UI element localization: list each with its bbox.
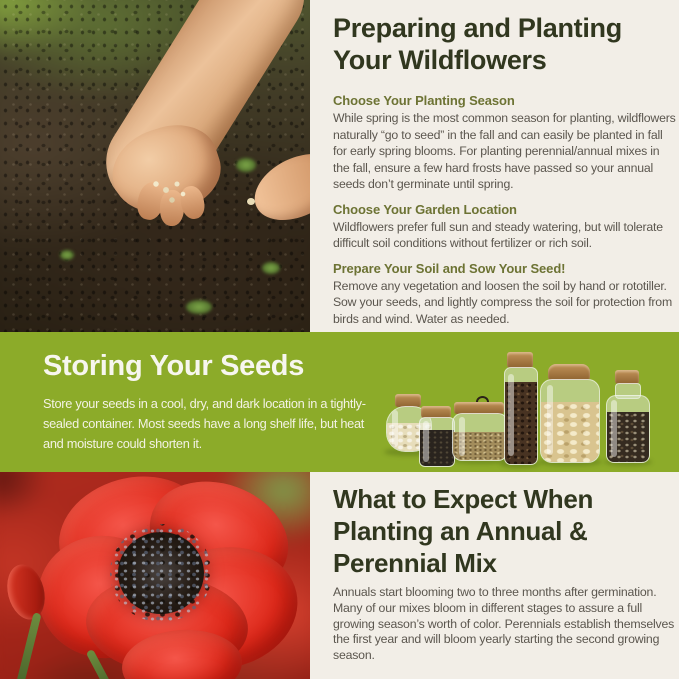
section-heading: Choose Your Garden Location [333, 201, 517, 217]
dropping-seed [247, 198, 255, 205]
cork-lid [548, 364, 590, 380]
preparing-planting-title: Preparing and Planting Your Wildflowers [333, 13, 622, 75]
storing-seeds-band [0, 332, 679, 472]
seed-jar-pumpkin [540, 364, 598, 462]
seedling-sprout [236, 158, 256, 172]
section-body: Remove any vegetation and loosen the soil by hand or rototiller. Sow your seeds, and lightly compress the soil for protection from birds and wind. Water as needed. [333, 278, 672, 326]
section-garden-location [333, 202, 678, 252]
section-heading: Choose Your Planting Season [333, 93, 515, 108]
what-to-expect-body: Annuals start blooming two to three months after germination. Many of our mixes bloom in different stages to assure a full growing season’s worth of color. Perennials establish themselves the first year and will bloom yearly starting the second growing season. [333, 585, 675, 663]
preparing-planting-sections [333, 84, 678, 327]
storing-seeds-title: Storing Your Seeds [43, 350, 305, 382]
poppy-flower-center [118, 532, 204, 614]
seed-jar-granules [452, 402, 506, 460]
seedling-sprout [262, 262, 280, 274]
seed-jar-sunflower [606, 370, 648, 462]
glass-jar [606, 395, 650, 463]
section-planting-season [333, 93, 678, 193]
section-prepare-soil [333, 261, 678, 328]
poppy-flowers-photo [0, 472, 310, 679]
section-body: While spring is the most common season for planting, wildflowers naturally “go to seed” in the fall and can easily be planted in fall for early spring blooms. For planting perennial/annual mixes in the fall, ensure a few hard frosts have passed so your annual seeds don’t germinate until spring. [333, 111, 676, 191]
cork-lid [507, 352, 533, 368]
glass-shine [611, 400, 617, 457]
seeds-in-hand [150, 176, 192, 210]
soil-sowing-photo [0, 0, 310, 332]
seedling-sprout [186, 300, 212, 314]
storing-seeds-body: Store your seeds in a cool, dry, and dark location in a tightly-sealed container. Most seeds have a long shelf life, but heat and moisture could shorten it. [43, 396, 366, 451]
poppy-stamens [110, 524, 212, 622]
preparing-planting-panel [310, 0, 679, 332]
seedling-sprout [60, 250, 74, 260]
glass-jar [504, 367, 538, 465]
glass-jar [419, 417, 455, 467]
cork-lid [615, 370, 639, 384]
seed-jar-tall [504, 352, 536, 464]
glass-shine [392, 410, 398, 448]
glass-jar [540, 379, 600, 463]
glass-shine [459, 417, 465, 457]
glass-jar [452, 413, 508, 461]
seed-jar-black [419, 406, 453, 466]
section-heading: Prepare Your Soil and Sow Your Seed! [333, 260, 566, 276]
section-body: Wildflowers prefer full sun and steady watering, but will tolerate difficult soil conditions without fertilizer or rich soil. [333, 219, 663, 250]
glass-shine [508, 374, 514, 457]
what-to-expect-title: What to Expect When Planting an Annual & Perennial Mix [333, 484, 594, 578]
glass-shine [423, 421, 429, 462]
what-to-expect-panel [310, 472, 679, 679]
glass-shine [547, 385, 553, 456]
